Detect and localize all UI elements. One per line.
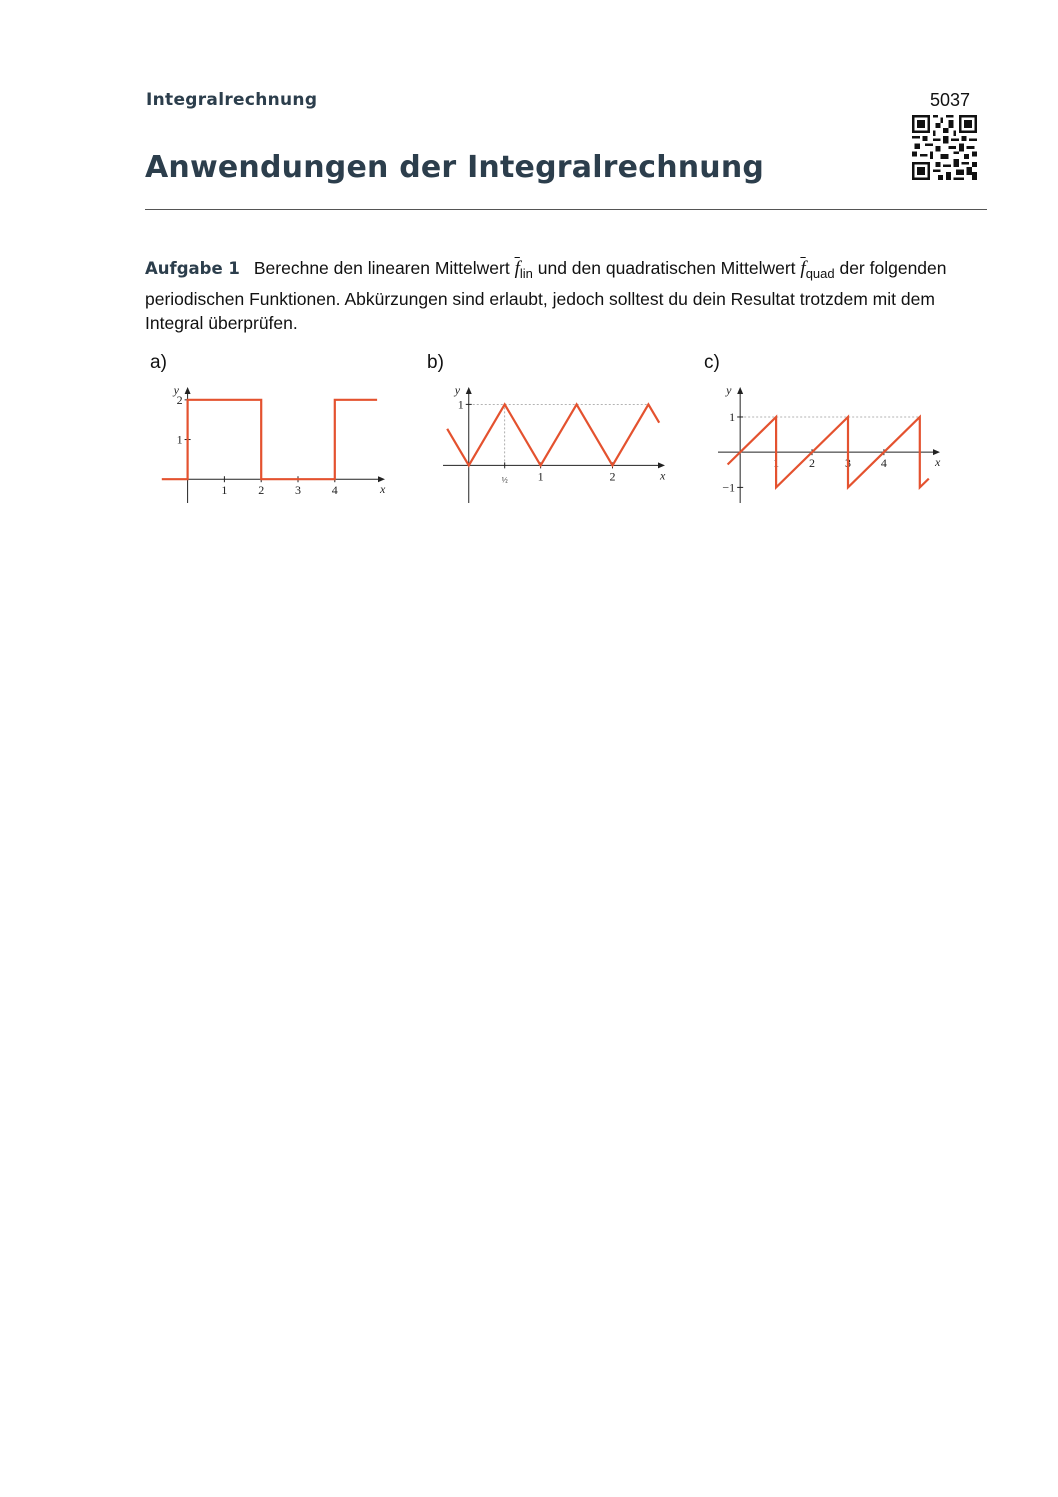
- task-label: Aufgabe 1: [145, 259, 240, 278]
- y-axis-arrow: [737, 387, 743, 394]
- y-tick-label: 1: [176, 432, 183, 447]
- x-tick-label: 4: [880, 456, 887, 471]
- page-title: Anwendungen der Integralrechnung: [145, 150, 765, 185]
- y-axis-label: y: [726, 383, 732, 397]
- part-label-a: a): [150, 352, 167, 373]
- x-tick-label: 2: [258, 483, 265, 498]
- x-tick-label: 2: [809, 456, 816, 471]
- task-text-part-1: Berechne den linearen Mittelwert: [253, 258, 515, 278]
- task-text-part-2: und den quadratischen Mittelwert: [532, 258, 801, 278]
- x-tick-label: 4: [331, 483, 338, 498]
- y-axis-label: y: [454, 383, 461, 397]
- x-tick-label: 1: [221, 483, 228, 498]
- function-curve: [162, 400, 377, 479]
- function-curve: [447, 404, 659, 465]
- title-divider: [145, 209, 987, 210]
- x-tick-label: ½: [501, 475, 508, 485]
- qr-code-icon[interactable]: [912, 115, 977, 180]
- x-tick-label: 1: [537, 469, 544, 484]
- y-tick-label: 1: [457, 397, 464, 412]
- y-axis-arrow: [185, 387, 191, 394]
- x-axis-label: x: [380, 482, 386, 497]
- x-axis-label: x: [935, 455, 941, 470]
- f-lin-symbol: $\overline{f}$: [514, 258, 520, 279]
- x-axis-label: x: [660, 468, 666, 483]
- f-quad-symbol: $\overline{f}$: [800, 258, 806, 279]
- y-tick-label: −1: [722, 480, 736, 495]
- part-label-c: c): [704, 352, 720, 373]
- y-tick-label: 2: [176, 392, 183, 407]
- topic-heading: Integralrechnung: [146, 90, 318, 110]
- x-tick-label: 3: [844, 456, 851, 471]
- x-tick-label: 3: [295, 483, 301, 498]
- y-axis-label: y: [173, 383, 179, 397]
- x-tick-label: 2: [609, 469, 616, 484]
- task-text-part-3: der folgenden periodischen Funktionen. Abkürzungen sind erlaubt, jedoch solltest du dein Resultat trotzdem mit dem Integral überprüfen.: [145, 258, 947, 333]
- graph-a: [160, 380, 390, 505]
- graph-c: [715, 380, 945, 505]
- y-axis-arrow: [466, 387, 472, 394]
- part-label-b: b): [427, 352, 444, 373]
- f-quad-subscript: quad: [805, 266, 835, 281]
- task-1: [145, 256, 965, 336]
- graph-b: [440, 380, 670, 505]
- y-tick-label: 1: [729, 409, 736, 424]
- f-lin-subscript: lin: [519, 266, 533, 281]
- sheet-number: 5037: [930, 90, 971, 110]
- x-tick-label: 1: [773, 456, 780, 471]
